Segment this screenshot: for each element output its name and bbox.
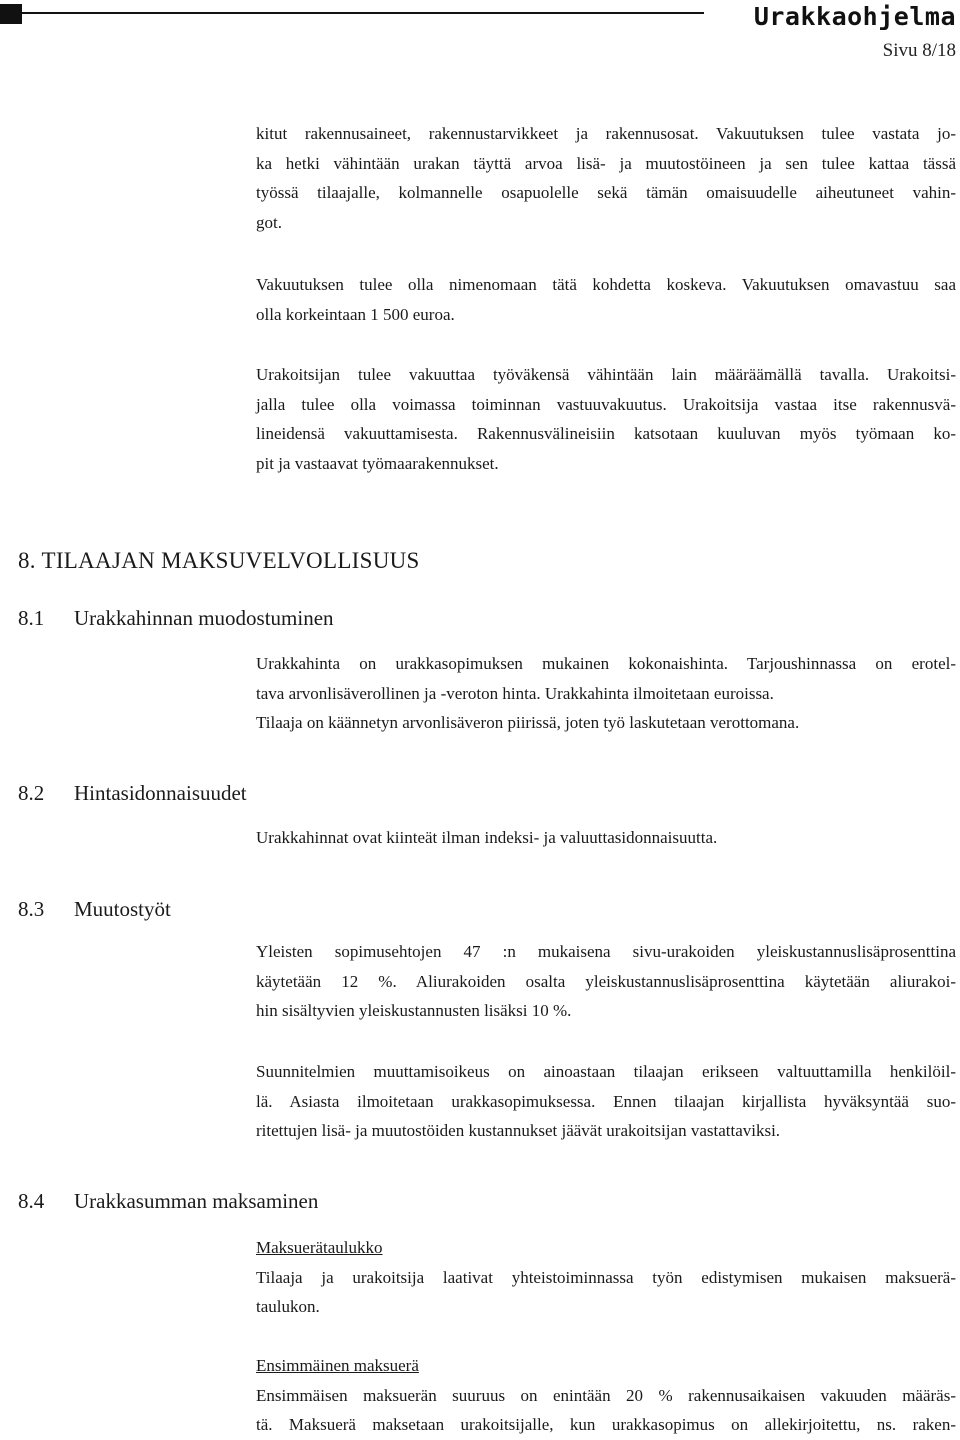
text-line: tava arvonlisäverollinen ja -veroton hinta. Urakkahinta ilmoitetaan euroissa. — [256, 683, 774, 703]
section-number: 8.2 — [18, 781, 45, 805]
section-heading-8: 8. TILAAJAN MAKSUVELVOLLISUUS — [18, 548, 420, 573]
text-line: Urakkahinta on urakkasopimuksen mukainen kokonaishinta. Tarjoushinnassa on erotel- — [256, 654, 956, 673]
section-title: Urakkasumman maksaminen — [74, 1189, 319, 1213]
text-line: hin sisältyvien yleiskustannusten lisäksi 10 %. — [256, 1001, 572, 1020]
text-line: Urakoitsijan tulee vakuuttaa työväkensä vähintään lain määräämällä tavalla. Urakoitsi- — [256, 365, 956, 384]
section-number: 8.1 — [18, 606, 45, 630]
text-line: Urakkahinnat ovat kiinteät ilman indeksi- ja valuuttasidonnaisuutta. — [256, 828, 718, 847]
text-line: Vakuutuksen tulee olla nimenomaan tätä kohdetta koskeva. Vakuutuksen omavastuu saa — [256, 275, 956, 294]
section-title: Urakkahinnan muodostuminen — [74, 606, 334, 630]
text-line: jalla tulee olla voimassa toiminnan vastuuvakuutus. Urakoitsija vastaa itse rakennusvä- — [256, 394, 956, 414]
document-title: Urakkaohjelma — [753, 2, 956, 31]
paragraph-change-authority — [256, 1057, 956, 1146]
text-line: lineidensä vakuuttamisesta. Rakennusvälineisiin katsotaan kuuluvan myös työmaan ko- — [256, 424, 956, 443]
paragraph-contract-price — [256, 649, 956, 738]
text-line: ka hetki vähintään urakan täyttä arvoa lisä- ja muutostöineen ja sen tulee kattaa tässä — [256, 153, 956, 173]
header-rule — [22, 12, 704, 14]
text-line: pit ja vastaavat työmaarakennukset. — [256, 453, 499, 473]
text-line: got. — [256, 212, 282, 232]
section-heading-8-1 — [18, 606, 334, 631]
paragraph-worker-insurance — [256, 360, 956, 478]
text-line: lä. Asiasta ilmoitetaan urakkasopimuksessa. Ennen tilaajan kirjallista hyväksyntää suo- — [256, 1091, 956, 1111]
subheading-payment-schedule: Maksuerätaulukko — [256, 1238, 383, 1257]
text-line: tä. Maksuerä maksetaan urakoitsijalle, kun urakkasopimus on allekirjoitettu, ns. raken- — [256, 1415, 956, 1434]
text-line: käytetään 12 %. Aliurakoiden osalta yleiskustannuslisäprosenttina käytetään aliurakoi- — [256, 971, 956, 991]
section-heading-8-2 — [18, 781, 247, 806]
section-heading-8-4 — [18, 1189, 318, 1214]
header-square — [0, 4, 22, 24]
text-line: Tilaaja on käännetyn arvonlisäveron piirissä, joten työ laskutetaan verottomana. — [256, 713, 800, 732]
text-line: Suunnitelmien muuttamisoikeus on ainoastaan tilaajan erikseen valtuuttamilla henkilöil- — [256, 1062, 956, 1081]
section-number: 8.4 — [18, 1189, 45, 1213]
paragraph-price-fixed — [256, 823, 956, 853]
text-line: Tilaaja ja urakoitsija laativat yhteistoiminnassa työn edistymisen mukaisen maksuerä- — [256, 1267, 956, 1287]
paragraph-overhead-percentage — [256, 937, 956, 1026]
section-title: Hintasidonnaisuudet — [74, 781, 247, 805]
text-line: kitut rakennusaineet, rakennustarvikkeet ja rakennusosat. Vakuutuksen tulee vastata jo- — [256, 124, 956, 143]
text-line: Yleisten sopimusehtojen 47 :n mukaisena sivu-urakoiden yleiskustannuslisäprosenttina — [256, 942, 956, 961]
paragraph-first-installment — [256, 1351, 956, 1440]
text-line: ritettujen lisä- ja muutostöiden kustannukset jäävät urakoitsijan vastattaviksi. — [256, 1121, 781, 1140]
page-number: Sivu 8/18 — [882, 40, 956, 61]
text-line: Ensimmäisen maksuerän suuruus on enintään 20 % rakennusaikaisen vakuuden määräs- — [256, 1385, 956, 1405]
section-title: Muutostyöt — [74, 897, 171, 921]
subheading-first-installment: Ensimmäinen maksuerä — [256, 1356, 419, 1375]
text-line: olla korkeintaan 1 500 euroa. — [256, 304, 455, 324]
text-line: taulukon. — [256, 1297, 320, 1316]
paragraph-insurance-coverage — [256, 119, 956, 237]
paragraph-insurance-deductible — [256, 270, 956, 329]
section-heading-8-3 — [18, 897, 171, 922]
text-line: työssä tilaajalle, kolmannelle osapuolelle sekä tämän omaisuudelle aiheutuneet vahin- — [256, 183, 956, 202]
paragraph-payment-schedule — [256, 1233, 956, 1322]
section-number: 8.3 — [18, 897, 45, 921]
